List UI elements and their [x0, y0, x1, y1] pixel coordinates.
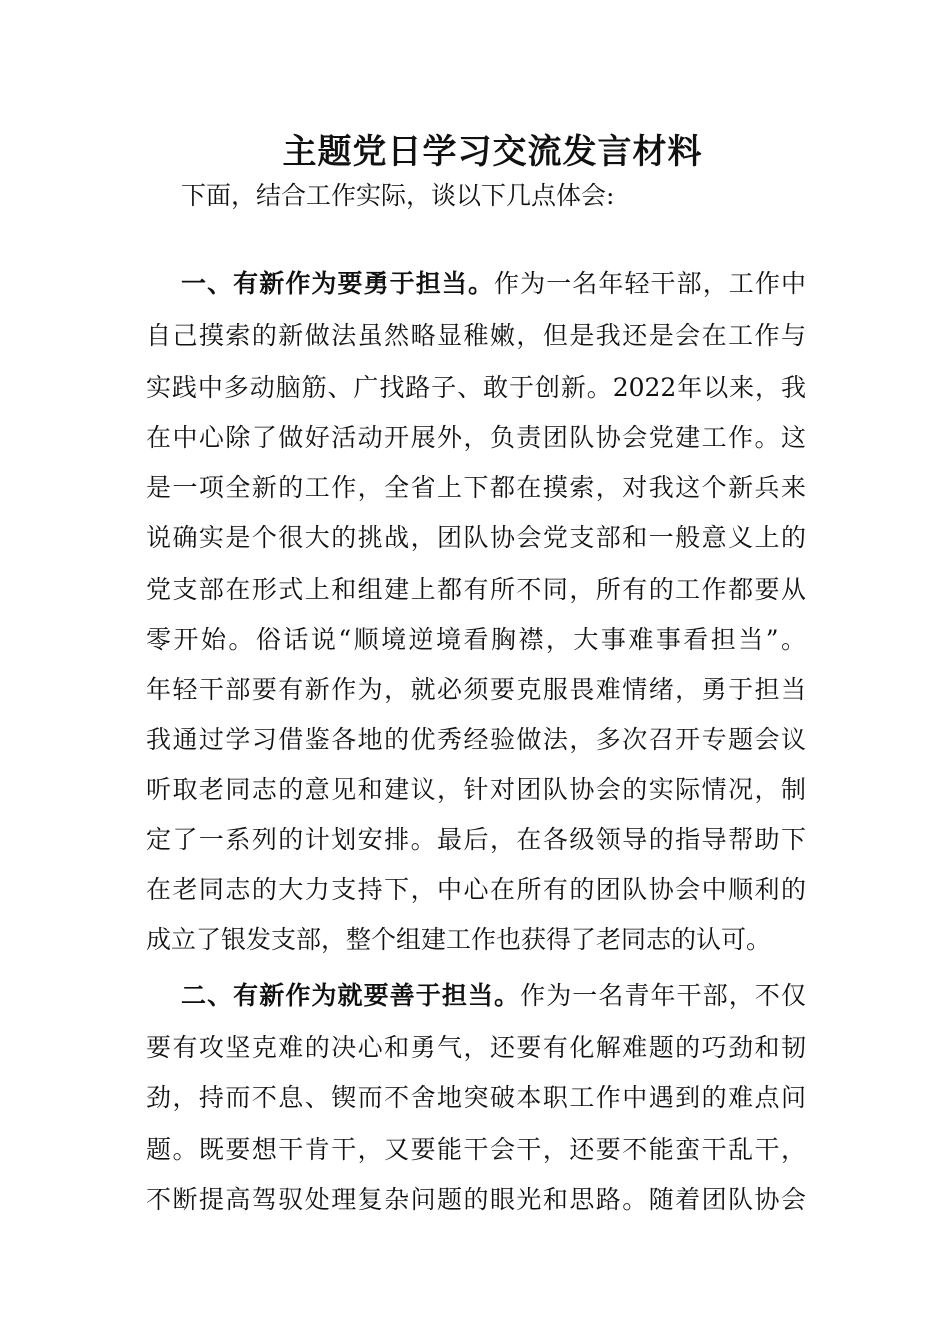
document-title: 主题党日学习交流发言材料 [282, 132, 703, 172]
section1-heading: 一、有新作为要勇于担当。 [181, 269, 495, 298]
section2-line-4: 不断提高驾驭处理复杂问题的眼光和思路。随着团队协会 [146, 1185, 806, 1214]
section2-line-2: 劲，持而不息、锲而不舍地突破本职工作中遇到的难点问 [146, 1083, 806, 1112]
section2-first-line [181, 976, 806, 1016]
section1-line-13: 成立了银发支部，整个组建工作也获得了老同志的认可。 [146, 925, 772, 954]
section1-first-line [181, 264, 806, 304]
section1-line-0: 作为一名年轻干部，工作中 [494, 269, 806, 298]
intro-paragraph: 下面，结合工作实际，谈以下几点体会: [181, 181, 615, 210]
section1-line-7: 零开始。俗话说“顺境逆境看胸襟，大事难事看担当”。 [146, 625, 806, 654]
section2-line-0: 作为一名青年干部，不仅 [520, 981, 806, 1010]
section2-line-1: 要有攻坚克难的决心和勇气，还要有化解难题的巧劲和韧 [146, 1033, 806, 1062]
section1-line-2: 实践中多动脑筋、广找路子、敢于创新。2022年以来，我 [146, 373, 806, 402]
section1-line-11: 定了一系列的计划安排。最后，在各级领导的指导帮助下 [146, 825, 806, 854]
section1-line-10: 听取老同志的意见和建议，针对团队协会的实际情况，制 [146, 775, 806, 804]
section1-line-12: 在老同志的大力支持下，中心在所有的团队协会中顺利的 [146, 875, 806, 904]
section1-line-4: 是一项全新的工作，全省上下都在摸索，对我这个新兵来 [146, 473, 806, 502]
section1-line-8: 年轻干部要有新作为，就必须要克服畏难情绪，勇于担当 [146, 675, 806, 704]
section2-heading: 二、有新作为就要善于担当。 [181, 981, 521, 1010]
section2-line-3: 题。既要想干肯干，又要能干会干，还要不能蛮干乱干， [146, 1135, 806, 1164]
section1-line-1: 自己摸索的新做法虽然略显稚嫩，但是我还是会在工作与 [146, 321, 806, 350]
section1-line-6: 党支部在形式上和组建上都有所不同，所有的工作都要从 [146, 575, 806, 604]
section1-line-3: 在中心除了做好活动开展外，负责团队协会党建工作。这 [146, 423, 806, 452]
section1-line-9: 我通过学习借鉴各地的优秀经验做法，多次召开专题会议 [146, 725, 806, 754]
section1-line-5: 说确实是个很大的挑战，团队协会党支部和一般意义上的 [146, 523, 806, 552]
